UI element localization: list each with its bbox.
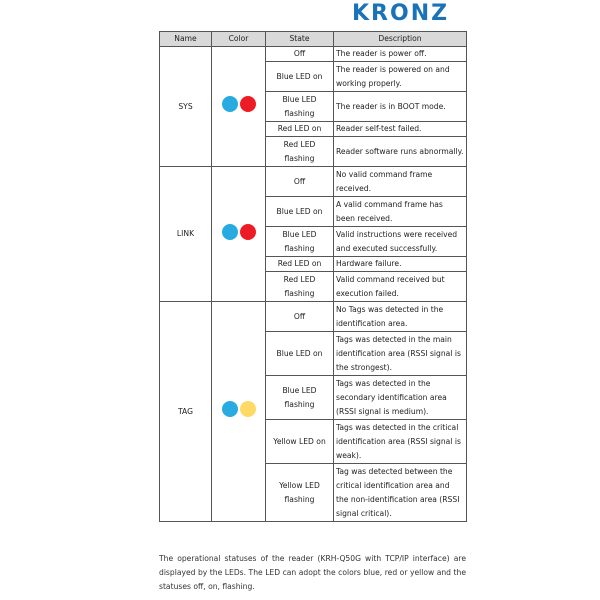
table-row bbox=[160, 167, 467, 197]
state-cell: Yellow LED flashing bbox=[266, 464, 334, 522]
led-color-dots bbox=[222, 224, 256, 240]
description-cell: Hardware failure. bbox=[334, 257, 467, 272]
kronz-logo bbox=[352, 2, 462, 26]
logo-text: KRONZ bbox=[352, 1, 450, 26]
description-cell: A valid command frame has been received. bbox=[334, 197, 467, 227]
description-cell: Tags was detected in the main identification area (RSSI signal is the strongest). bbox=[334, 332, 467, 376]
table-header-row bbox=[160, 32, 467, 47]
header-description: Description bbox=[334, 32, 467, 47]
description-cell: Valid instructions were received and executed successfully. bbox=[334, 227, 467, 257]
state-cell: Off bbox=[266, 167, 334, 197]
table-row bbox=[160, 302, 467, 332]
state-cell: Red LED flashing bbox=[266, 272, 334, 302]
header-name: Name bbox=[160, 32, 212, 47]
description-cell: Tags was detected in the secondary identification area (RSSI signal is medium). bbox=[334, 376, 467, 420]
led-name-cell: TAG bbox=[160, 302, 212, 522]
led-color-cell bbox=[212, 167, 266, 302]
led-name-cell: SYS bbox=[160, 47, 212, 167]
description-cell: The reader is in BOOT mode. bbox=[334, 92, 467, 122]
state-cell: Red LED flashing bbox=[266, 137, 334, 167]
state-cell: Blue LED on bbox=[266, 197, 334, 227]
state-cell: Red LED on bbox=[266, 122, 334, 137]
description-cell: Valid command received but execution failed. bbox=[334, 272, 467, 302]
state-cell: Blue LED flashing bbox=[266, 92, 334, 122]
state-cell: Red LED on bbox=[266, 257, 334, 272]
description-cell: Tags was detected in the critical identification area (RSSI signal is weak). bbox=[334, 420, 467, 464]
led-color-dot bbox=[222, 224, 238, 240]
led-color-cell bbox=[212, 47, 266, 167]
led-color-dots bbox=[222, 401, 256, 417]
description-cell: No valid command frame received. bbox=[334, 167, 467, 197]
state-cell: Blue LED flashing bbox=[266, 376, 334, 420]
led-color-dot bbox=[222, 401, 238, 417]
description-cell: Reader self-test failed. bbox=[334, 122, 467, 137]
led-status-table bbox=[159, 31, 467, 522]
header-state: State bbox=[266, 32, 334, 47]
led-color-dot bbox=[240, 96, 256, 112]
table-row bbox=[160, 47, 467, 62]
header-color: Color bbox=[212, 32, 266, 47]
led-color-dot bbox=[240, 401, 256, 417]
description-cell: The reader is power off. bbox=[334, 47, 467, 62]
led-color-dot bbox=[222, 96, 238, 112]
footer-paragraph: The operational statuses of the reader (KRH-Q50G with TCP/IP interface) are displayed by the LEDs. The LED can adopt the colors blue, red or yellow and the statuses off, on, flashing. bbox=[159, 554, 466, 591]
state-cell: Yellow LED on bbox=[266, 420, 334, 464]
table-body bbox=[160, 47, 467, 522]
led-color-dot bbox=[240, 224, 256, 240]
state-cell: Off bbox=[266, 47, 334, 62]
state-cell: Blue LED on bbox=[266, 62, 334, 92]
state-cell: Off bbox=[266, 302, 334, 332]
description-cell: The reader is powered on and working properly. bbox=[334, 62, 467, 92]
led-name-cell: LINK bbox=[160, 167, 212, 302]
led-color-dots bbox=[222, 96, 256, 112]
description-cell: Tag was detected between the critical identification area and the non-identification area (RSSI signal critical). bbox=[334, 464, 467, 522]
state-cell: Blue LED on bbox=[266, 332, 334, 376]
description-cell: Reader software runs abnormally. bbox=[334, 137, 467, 167]
state-cell: Blue LED flashing bbox=[266, 227, 334, 257]
description-cell: No Tags was detected in the identification area. bbox=[334, 302, 467, 332]
led-color-cell bbox=[212, 302, 266, 522]
